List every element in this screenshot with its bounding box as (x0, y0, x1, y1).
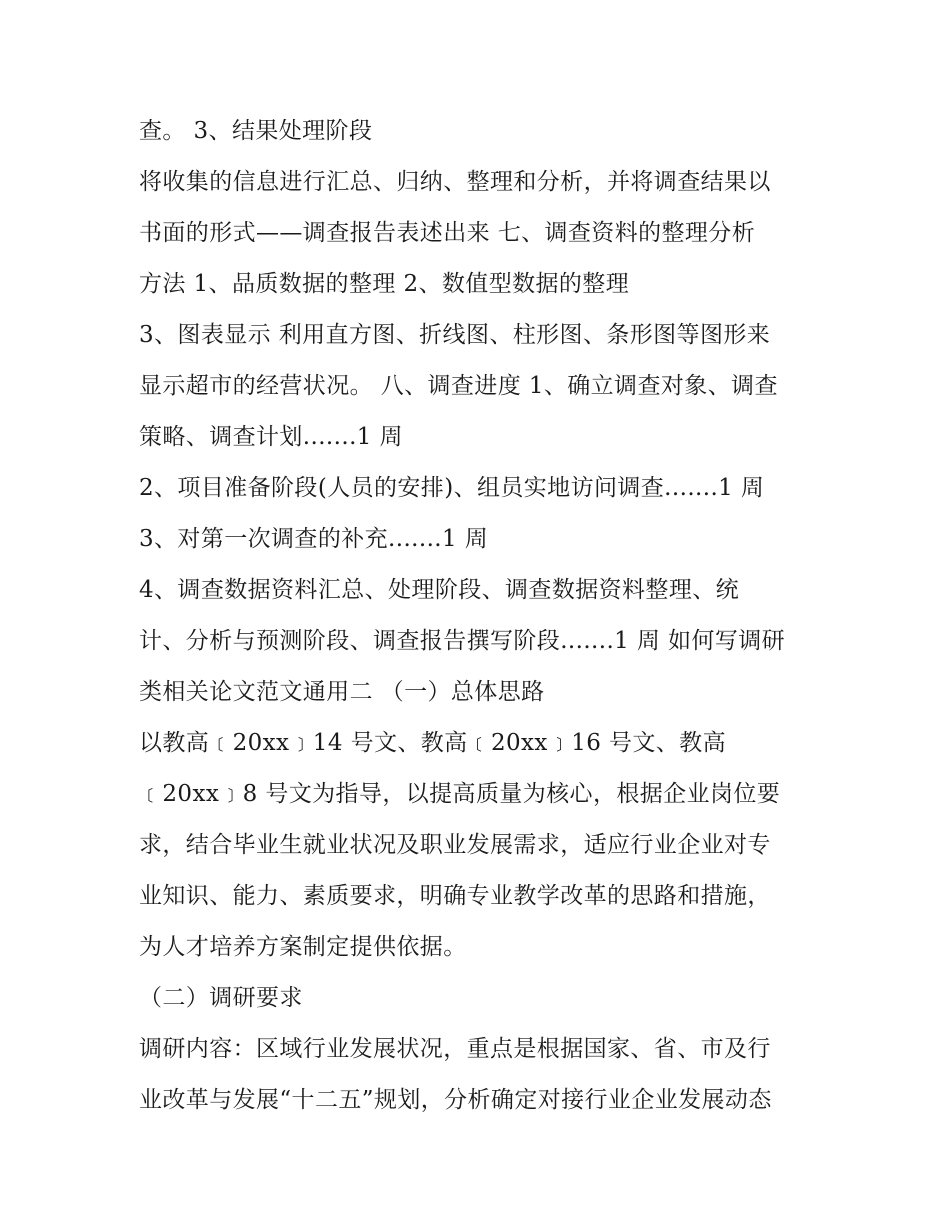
text-line: 求，结合毕业生就业状况及职业发展需求，适应行业企业对专 (139, 832, 771, 858)
text-line: （二）调研要求 (139, 985, 303, 1011)
text-line: 书面的形式——调查报告表述出来 七、调查资料的整理分析 (139, 220, 756, 246)
text-line: 计、分析与预测阶段、调查报告撰写阶段.......1 周 如何写调研 (139, 628, 786, 654)
text-line: 显示超市的经营状况。 八、调查进度 1、确立调查对象、调查 (139, 373, 778, 399)
text-line: 4、调查数据资料汇总、处理阶段、调查数据资料整理、统 (139, 577, 740, 603)
document-body (139, 106, 819, 1126)
text-line: 调研内容：区域行业发展状况，重点是根据国家、省、市及行 (139, 1036, 771, 1062)
text-line: 业知识、能力、素质要求，明确专业教学改革的思路和措施， (139, 883, 771, 909)
text-line: 3、图表显示 利用直方图、折线图、柱形图、条形图等图形来 (139, 322, 771, 348)
text-line: 将收集的信息进行汇总、归纳、整理和分析，并将调查结果以 (139, 169, 771, 195)
text-line: 业改革与发展“十二五”规划，分析确定对接行业企业发展动态 (139, 1087, 772, 1113)
text-line: 类相关论文范文通用二 （一）总体思路 (139, 679, 545, 705)
text-line: 以教高﹝20xx﹞14 号文、教高﹝20xx﹞16 号文、教高 (139, 730, 726, 756)
text-line: 查。 3、结果处理阶段 (139, 118, 373, 144)
text-line: 2、项目准备阶段(人员的安排)、组员实地访问调查.......1 周 (139, 475, 765, 501)
text-line: ﹝20xx﹞8 号文为指导，以提高质量为核心，根据企业岗位要 (139, 781, 781, 807)
text-line: 策略、调查计划.......1 周 (139, 424, 403, 450)
text-line: 3、对第一次调查的补充.......1 周 (139, 526, 489, 552)
text-line: 方法 1、品质数据的整理 2、数值型数据的整理 (139, 271, 630, 297)
text-line: 为人才培养方案制定提供依据。 (139, 934, 467, 960)
